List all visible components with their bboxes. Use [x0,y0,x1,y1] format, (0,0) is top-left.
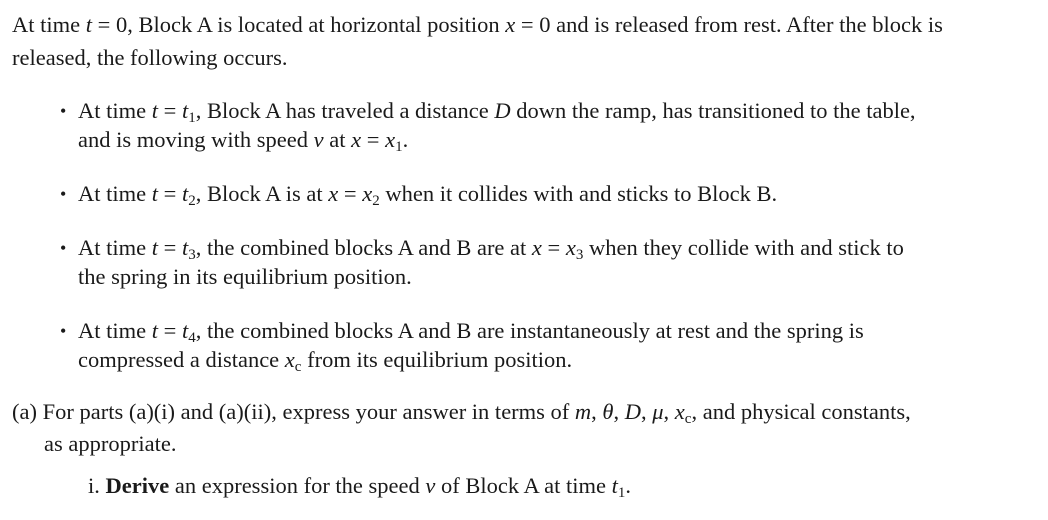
bullet-3-line-1: At time $t = t_3$, the combined blocks A and B are at $x = x_3$ when they collide with and stick to [78,235,904,263]
bullet-dot-2: • [60,184,67,204]
bullet-4-line-1: At time $t = t_4$, the combined blocks A and B are instantaneously at rest and the spring is [78,318,864,346]
bullet-2-line-1: At time $t = t_2$, Block A is at $x = x_2$ when it collides with and sticks to Block B. [78,181,778,209]
bullet-3-line-2: the spring in its equilibrium position. [78,264,412,289]
part-a-line-2: as appropriate. [44,431,177,456]
bullet-dot-4: • [60,321,67,341]
bullet-dot-3: • [60,238,67,258]
part-a-i-line: i. Derive an expression for the speed v of Block A at time $t_1$. [88,473,632,501]
bullet-1-line-2: and is moving with speed v at $x = x_1$. [78,127,409,155]
bullet-4-line-2: compressed a distance $x_c$ from its equilibrium position. [78,347,573,375]
bullet-dot-1: • [60,101,67,121]
intro-line-2: released, the following occurs. [12,45,288,70]
part-a-line-1: (a) For parts (a)(i) and (a)(ii), express your answer in terms of m, θ, D, μ, $x_c$, and physical constants, [12,399,911,427]
intro-line-1: At time t = 0, Block A is located at horizontal position x = 0 and is released from rest. After the block is [12,12,943,37]
bullet-1-line-1: At time $t = t_1$, Block A has traveled a distance D down the ramp, has transitioned to the table, [78,98,916,126]
